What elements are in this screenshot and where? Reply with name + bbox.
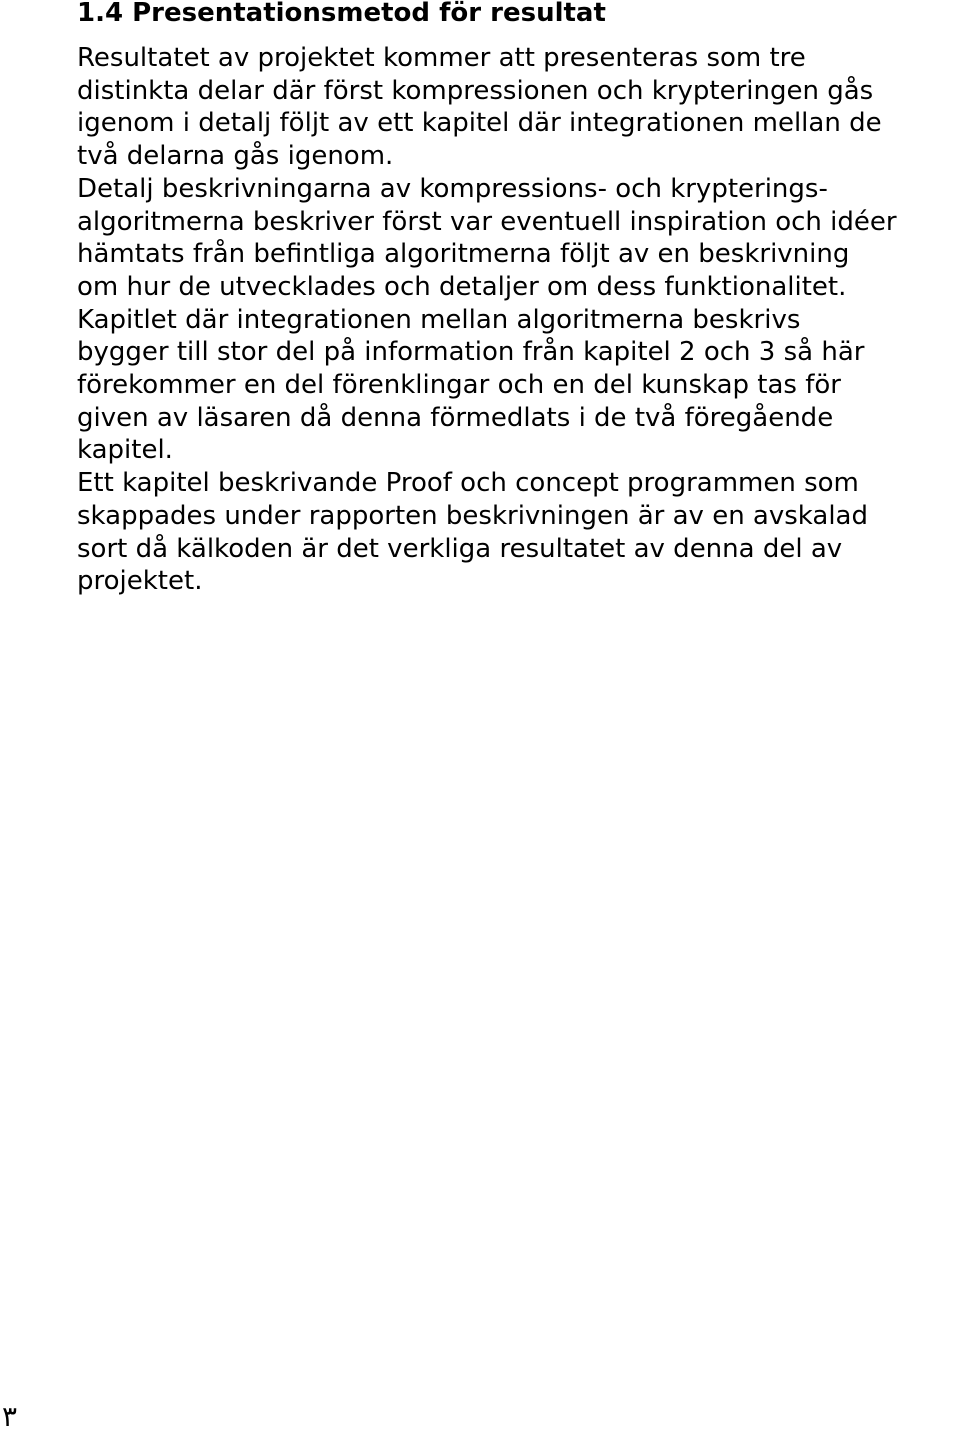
- text-line: sort då kälkoden är det verkliga resultatet av denna del av: [77, 533, 843, 564]
- text-line: Ett kapitel beskrivande Proof och concept programmen som: [77, 468, 859, 499]
- text-line: projektet.: [77, 566, 203, 597]
- text-line: algoritmerna beskriver först var eventuell inspiration och idéer: [77, 206, 897, 237]
- text-line: kapitel.: [77, 435, 173, 466]
- section-heading: 1.4 Presentationsmetod för resultat: [77, 0, 606, 28]
- text-line: given av läsaren då denna förmedlats i de två föregående: [77, 402, 834, 433]
- text-line: bygger till stor del på information från kapitel 2 och 3 så här: [77, 337, 865, 368]
- text-line: distinkta delar där först kompressionen och krypteringen gås: [77, 75, 874, 106]
- text-line: skappades under rapporten beskrivningen är av en avskalad: [77, 500, 868, 531]
- text-line: om hur de utvecklades och detaljer om dess funktionalitet.: [77, 271, 847, 302]
- page-number: ٣: [2, 1400, 18, 1433]
- text-line: Kapitlet där integrationen mellan algoritmerna beskrivs: [77, 304, 801, 335]
- text-line: Resultatet av projektet kommer att presenteras som tre: [77, 43, 806, 73]
- text-line: Detalj beskrivningarna av kompressions- och krypterings-: [77, 173, 828, 204]
- text-line: igenom i detalj följt av ett kapitel där integrationen mellan de: [77, 108, 882, 139]
- text-line: hämtats från befintliga algoritmerna följt av en beskrivning: [77, 239, 850, 270]
- text-line: förekommer en del förenklingar och en del kunskap tas för: [77, 370, 841, 401]
- body-text: [77, 42, 957, 598]
- text-line: två delarna gås igenom.: [77, 141, 394, 172]
